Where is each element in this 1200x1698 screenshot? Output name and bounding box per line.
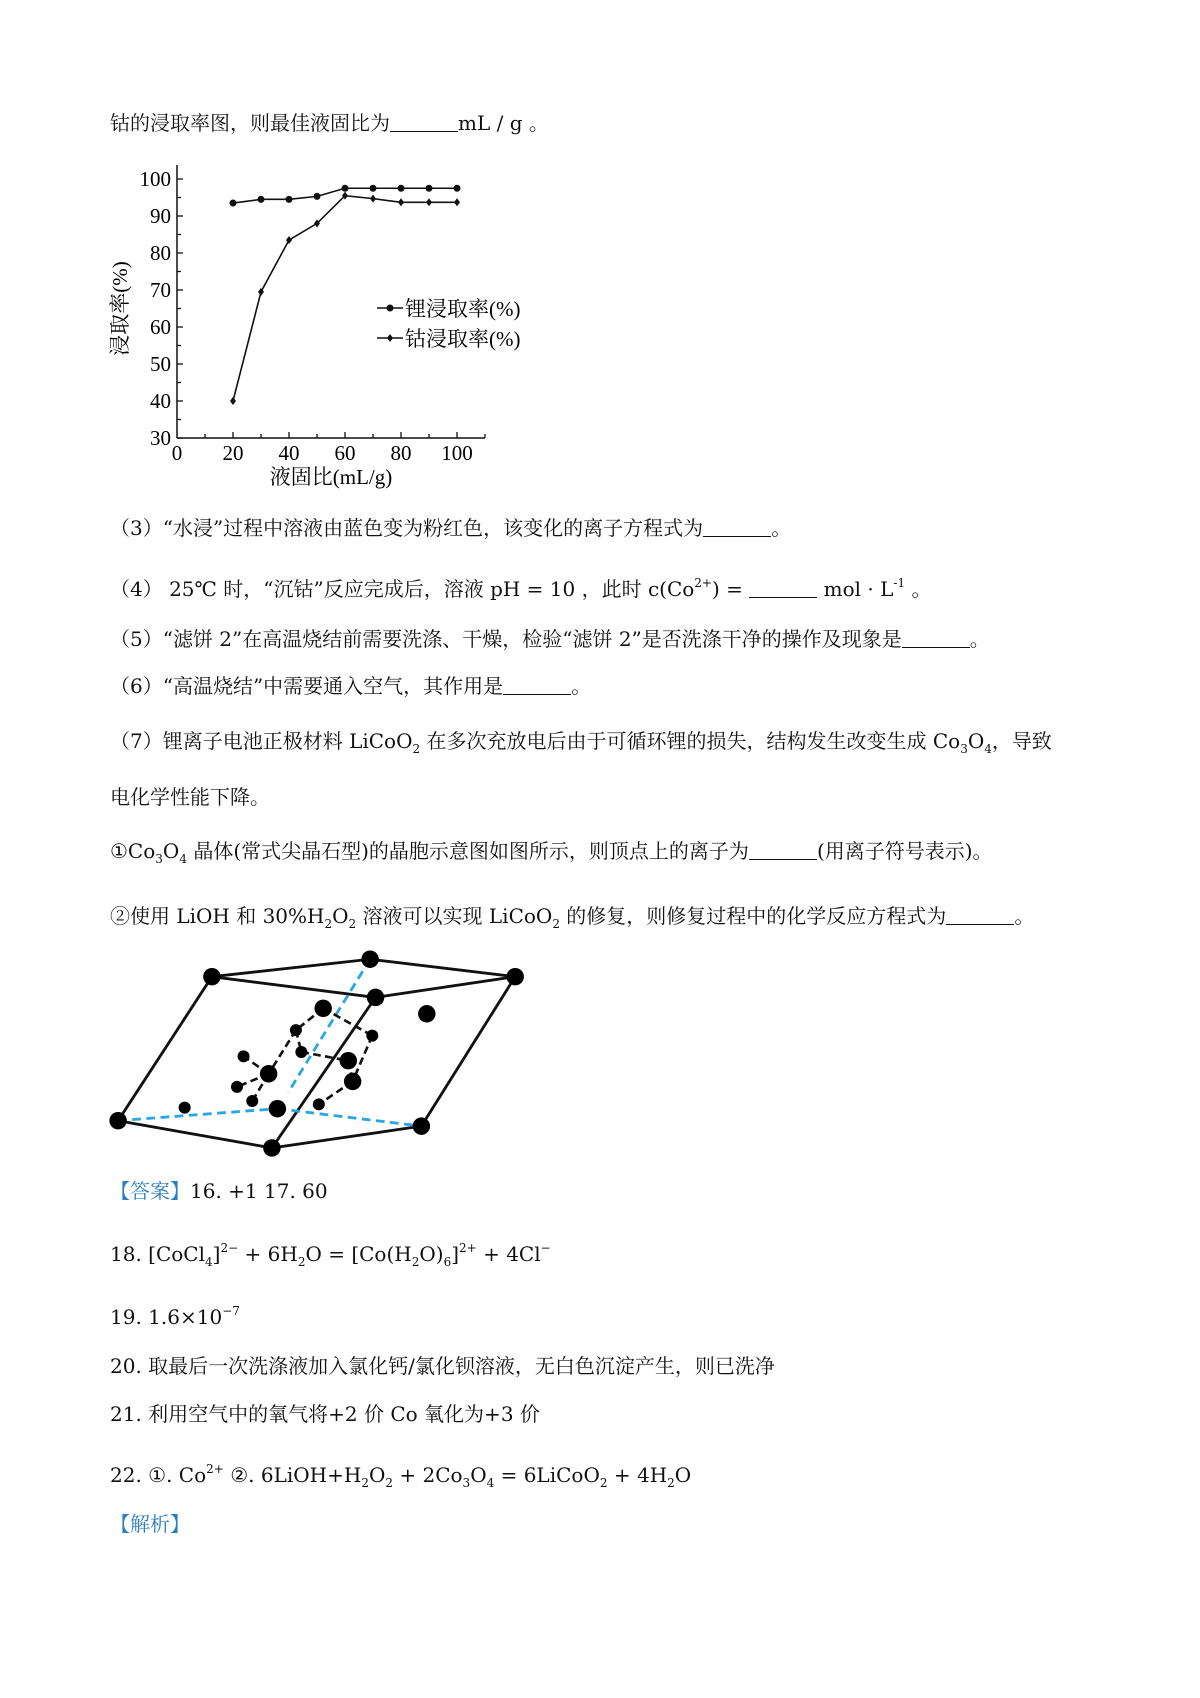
- y-tick-label: 70: [150, 278, 171, 302]
- superscript: 2−: [220, 1241, 239, 1255]
- text-segment: ，导致: [991, 729, 1052, 753]
- text-segment: O: [368, 1463, 386, 1487]
- subscript: 2: [385, 1476, 393, 1490]
- text-segment: 溶液可以实现 LiCoO: [356, 904, 553, 928]
- subscript: 2: [412, 742, 421, 756]
- question-7-1: [110, 837, 993, 873]
- text-segment: 的修复，则修复过程中的化学反应方程式为: [559, 904, 947, 928]
- data-point: [398, 198, 404, 206]
- text-segment: 晶体(常式尖晶石型)的晶胞示意图如图所示，则顶点上的离子为: [186, 839, 749, 863]
- y-tick-label: 40: [150, 389, 171, 413]
- superscript: 2+: [694, 576, 712, 590]
- answer-blank: [902, 629, 970, 648]
- superscript: −: [540, 1241, 551, 1255]
- text-segment: 【答案】: [110, 1179, 190, 1203]
- text-segment: ) =: [712, 577, 750, 601]
- subscript: 2: [297, 1255, 306, 1269]
- analysis-heading: [110, 1510, 190, 1538]
- answer-blank: [749, 579, 817, 598]
- data-point: [454, 198, 460, 206]
- question-6: [110, 672, 591, 700]
- y-tick-label: 50: [150, 352, 171, 376]
- text-segment: + 6H: [238, 1242, 298, 1266]
- text-segment: 16. +1 17. 60: [190, 1179, 328, 1203]
- text-segment: O: [967, 729, 985, 753]
- answer-18: [110, 1234, 551, 1276]
- text-segment: 21. 利用空气中的氧气将+2 价 Co 氧化为+3 价: [110, 1402, 540, 1426]
- data-point: [314, 193, 321, 200]
- subscript: 2: [348, 917, 357, 931]
- text-segment: O: [470, 1463, 487, 1487]
- data-point: [342, 185, 349, 192]
- text-segment: + 4Cl: [476, 1242, 541, 1266]
- answer-21: [110, 1400, 540, 1428]
- text-segment: = 6LiCoO: [494, 1463, 600, 1487]
- data-point: [370, 185, 377, 192]
- y-tick-label: 60: [150, 315, 171, 339]
- answer-blank: [749, 841, 817, 860]
- text-segment: 在多次充放电后由于可循环锂的损失，结构发生改变生成 Co: [420, 729, 961, 753]
- superscript: -1: [893, 576, 906, 590]
- y-tick-label: 30: [150, 426, 171, 450]
- text-segment: ①Co: [110, 839, 156, 863]
- x-tick-label: 100: [441, 441, 473, 465]
- question-7-cont: [110, 783, 270, 811]
- x-tick-label: 0: [171, 441, 183, 465]
- superscript: 2+: [459, 1241, 477, 1255]
- text-segment: 电化学性能下降。: [110, 785, 270, 809]
- answer-19: [110, 1297, 240, 1331]
- subscript: 6: [443, 1255, 452, 1269]
- text-segment: 22. ①. Co: [110, 1463, 207, 1487]
- text-segment: + 4H: [607, 1463, 668, 1487]
- text-segment: （3）“水浸”过程中溶液由蓝色变为粉红色，该变化的离子方程式为: [110, 516, 704, 540]
- text-segment: （5）“滤饼 2”在高温烧结前需要洗涤、干燥，检验“滤饼 2”是否洗涤干净的操作及现象是: [110, 627, 902, 651]
- subscript: 3: [155, 852, 163, 866]
- data-point: [398, 185, 405, 192]
- data-point: [454, 185, 461, 192]
- subscript: 2: [324, 917, 333, 931]
- legend-marker: [387, 305, 394, 312]
- text-segment: (用离子符号表示)。: [816, 839, 993, 863]
- text-segment: O: [332, 904, 349, 928]
- intro-text: [110, 109, 549, 137]
- answer-blank: [503, 676, 571, 695]
- data-point: [426, 185, 433, 192]
- text-segment: O: [674, 1463, 692, 1487]
- text-segment: （4） 25℃ 时，“沉钴”反应完成后，溶液 pH = 10 ，此时 c(Co: [110, 577, 695, 601]
- subscript: 4: [984, 742, 992, 756]
- text-segment: O): [419, 1242, 444, 1266]
- legend-marker: [387, 334, 393, 342]
- text-segment: 19. 1.6×10: [110, 1305, 223, 1329]
- subscript: 2: [411, 1255, 420, 1269]
- spinel-unit-cell-diagram: [105, 945, 525, 1160]
- data-point: [230, 200, 237, 207]
- data-point: [286, 196, 293, 203]
- answer-blank: [946, 906, 1014, 925]
- legend-label: 锂浸取率(%): [405, 297, 521, 321]
- subscript: 2: [552, 917, 560, 931]
- x-tick-label: 60: [334, 441, 356, 465]
- text-segment: 。: [771, 516, 792, 540]
- question-7: [110, 727, 1052, 763]
- question-7-2: [110, 902, 1034, 938]
- question-4: [110, 569, 931, 603]
- text-segment: 。: [969, 627, 990, 651]
- question-3: [110, 514, 791, 542]
- text-segment: 20. 取最后一次洗涤液加入氯化钙/氯化钡溶液，无白色沉淀产生，则已洗净: [110, 1354, 775, 1378]
- y-tick-label: 100: [139, 167, 171, 191]
- subscript: 2: [361, 1476, 369, 1490]
- answer-20: [110, 1352, 775, 1380]
- text-segment: （6）“高温烧结”中需要通入空气，其作用是: [110, 674, 504, 698]
- question-5: [110, 625, 990, 653]
- text-segment: O = [Co(H: [305, 1242, 412, 1266]
- data-point: [370, 195, 376, 203]
- text-segment: 。: [1014, 904, 1035, 928]
- y-tick-label: 80: [150, 241, 171, 265]
- text-segment: 18. [CoCl: [110, 1242, 206, 1266]
- answer-16-17: [110, 1177, 328, 1205]
- text-segment: mol · L: [817, 577, 894, 601]
- text-segment: + 2Co: [393, 1463, 463, 1487]
- text-segment: ]: [451, 1242, 460, 1266]
- superscript: −7: [222, 1304, 240, 1318]
- legend-label: 钴浸取率(%): [405, 327, 521, 351]
- text-segment: ]: [212, 1242, 221, 1266]
- text-segment: 。: [905, 577, 932, 601]
- text-segment: O: [162, 839, 180, 863]
- leaching-rate-chart: [105, 158, 585, 503]
- text-segment: 【解析】: [110, 1512, 190, 1536]
- x-tick-label: 40: [278, 441, 300, 465]
- subscript: 4: [205, 1255, 213, 1269]
- x-tick-label: 80: [390, 441, 412, 465]
- answer-blank: [703, 518, 771, 537]
- text-segment: 钴的浸取率图，则最佳液固比为: [110, 111, 390, 135]
- text-segment: 。: [571, 674, 592, 698]
- text-segment: mL / g 。: [458, 111, 549, 135]
- x-axis-title: 液固比(mL/g): [269, 465, 393, 489]
- text-segment: ②使用 LiOH 和 30%H: [110, 904, 325, 928]
- subscript: 2: [599, 1476, 608, 1490]
- answer-blank: [390, 113, 458, 132]
- subscript: 3: [462, 1476, 471, 1490]
- y-axis-title: 浸取率(%): [108, 261, 132, 356]
- data-point: [230, 397, 236, 405]
- text-segment: （7）锂离子电池正极材料 LiCoO: [110, 729, 413, 753]
- subscript: 4: [486, 1476, 495, 1490]
- answer-22: [110, 1455, 691, 1497]
- subscript: 3: [960, 742, 968, 756]
- text-segment: ②. 6LiOH+H: [223, 1463, 362, 1487]
- y-tick-label: 90: [150, 204, 171, 228]
- subscript: 4: [179, 852, 187, 866]
- superscript: 2+: [206, 1462, 224, 1476]
- data-point: [426, 198, 432, 206]
- data-point: [258, 196, 265, 203]
- x-tick-label: 20: [222, 441, 244, 465]
- subscript: 2: [667, 1476, 675, 1490]
